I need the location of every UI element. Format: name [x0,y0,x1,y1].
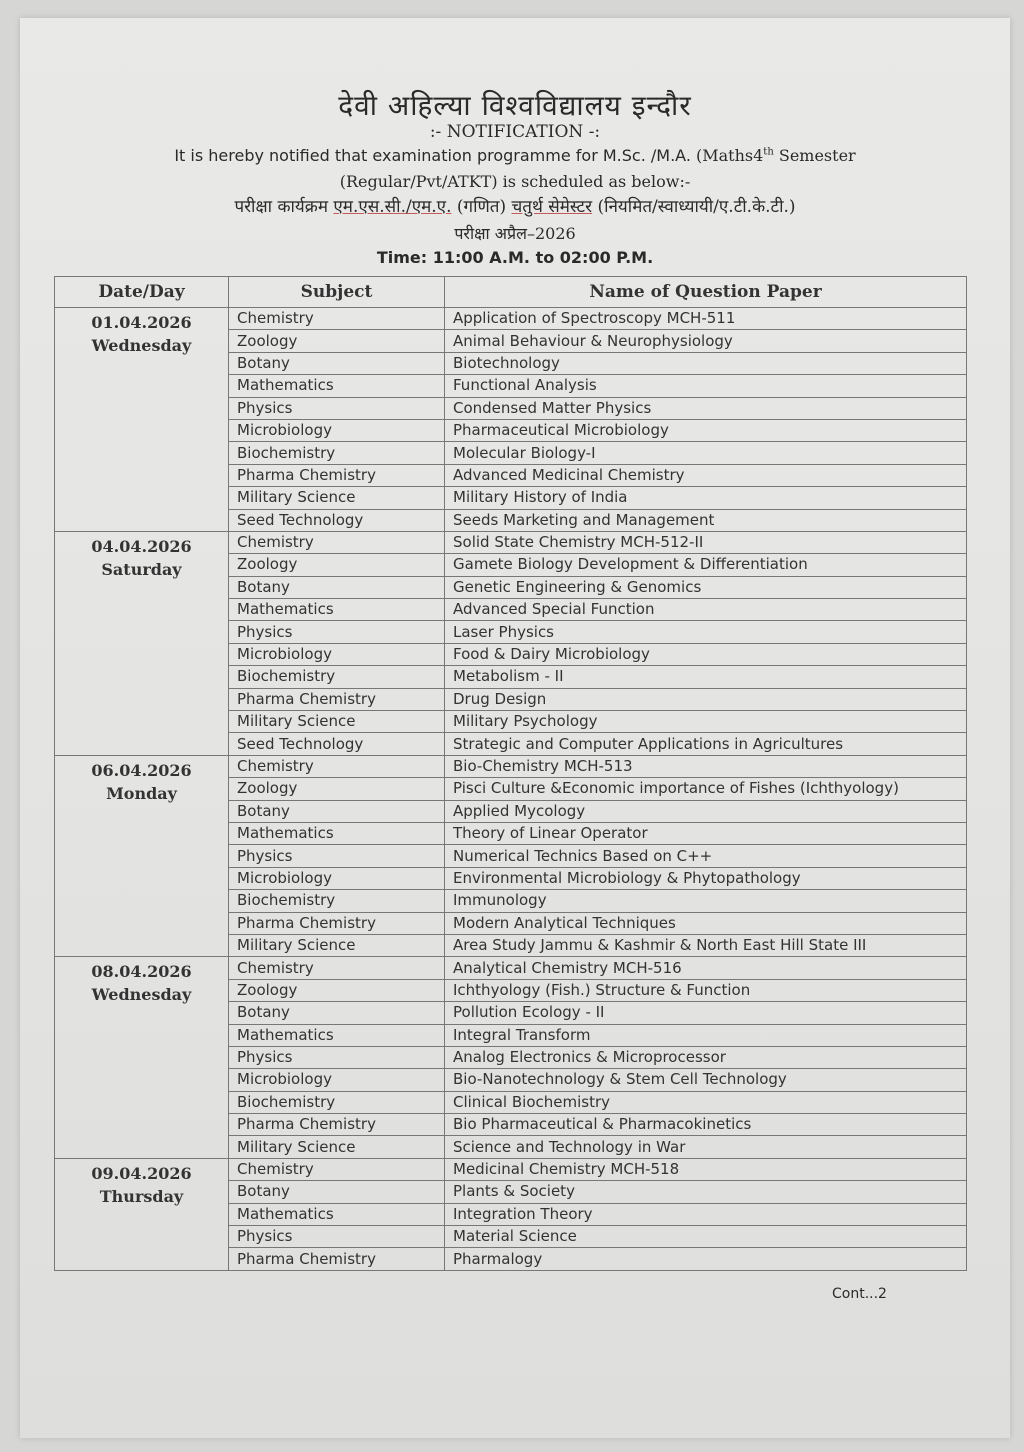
question-paper-cell: Theory of Linear Operator [445,822,967,844]
table-row [55,755,967,777]
question-paper-cell: Environmental Microbiology & Phytopathology [445,867,967,889]
table-row [55,531,967,553]
question-paper-cell: Science and Technology in War [445,1136,967,1158]
subject-cell: Pharma Chemistry [229,1114,445,1136]
question-paper-cell: Application of Spectroscopy MCH-511 [445,308,967,330]
question-paper-cell: Material Science [445,1226,967,1248]
hindi-line-2: परीक्षा अप्रैल–2026 [454,224,576,243]
question-paper-cell: Metabolism - II [445,666,967,688]
question-paper-cell: Seeds Marketing and Management [445,509,967,531]
question-paper-cell: Clinical Biochemistry [445,1091,967,1113]
subject-cell: Mathematics [229,599,445,621]
subject-cell: Physics [229,845,445,867]
table-row [55,1158,967,1180]
subject-cell: Military Science [229,711,445,733]
subject-cell: Mathematics [229,822,445,844]
question-paper-cell: Medicinal Chemistry MCH-518 [445,1158,967,1180]
hindi-line-1 [20,194,1010,217]
subject-cell: Pharma Chemistry [229,1248,445,1270]
notification-sheet [20,18,1010,1438]
exam-day: Thursday [99,1186,184,1206]
question-paper-cell: Bio Pharmaceutical & Pharmacokinetics [445,1114,967,1136]
question-paper-cell: Food & Dairy Microbiology [445,643,967,665]
notice-line-1 [20,146,1010,165]
exam-day: Monday [106,783,177,803]
subject-cell: Physics [229,1226,445,1248]
subject-cell: Military Science [229,487,445,509]
question-paper-cell: Area Study Jammu & Kashmir & North East Hill State III [445,934,967,956]
date-day-cell [55,531,229,755]
subject-cell: Physics [229,1046,445,1068]
subject-cell: Chemistry [229,755,445,777]
subject-cell: Pharma Chemistry [229,464,445,486]
question-paper-cell: Laser Physics [445,621,967,643]
subject-cell: Botany [229,800,445,822]
subject-cell: Microbiology [229,643,445,665]
table-row [55,308,967,330]
table-header-row [55,277,967,308]
subject-cell: Physics [229,621,445,643]
subject-cell: Chemistry [229,957,445,979]
date-day-cell [55,755,229,957]
question-paper-cell: Pisci Culture &Economic importance of Fishes (Ichthyology) [445,778,967,800]
question-paper-cell: Drug Design [445,688,967,710]
question-paper-cell: Pollution Ecology - II [445,1002,967,1024]
subject-cell: Pharma Chemistry [229,912,445,934]
hindi-part-a: परीक्षा कार्यक्रम [234,197,334,217]
question-paper-cell: Strategic and Computer Applications in Agricultures [445,733,967,755]
exam-time: Time: 11:00 A.M. to 02:00 P.M. [376,248,654,267]
question-paper-cell: Plants & Society [445,1181,967,1203]
subject-cell: Zoology [229,330,445,352]
question-paper-cell: Ichthyology (Fish.) Structure & Function [445,979,967,1001]
subject-cell: Biochemistry [229,442,445,464]
question-paper-cell: Analytical Chemistry MCH-516 [445,957,967,979]
notice-line-2: (Regular/Pvt/ATKT) is scheduled as below:- [339,172,691,191]
question-paper-cell: Solid State Chemistry MCH-512-II [445,531,967,553]
schedule-table [54,276,967,1271]
question-paper-cell: Integration Theory [445,1203,967,1225]
question-paper-cell: Applied Mycology [445,800,967,822]
notification-heading: :- NOTIFICATION -: [429,122,601,142]
subject-cell: Military Science [229,934,445,956]
subject-cell: Seed Technology [229,509,445,531]
date-day-cell [55,308,229,532]
subject-cell: Microbiology [229,867,445,889]
exam-day: Wednesday [91,985,192,1005]
notice-line-1-semester: Semester [773,146,856,165]
question-paper-cell: Gamete Biology Development & Differentiation [445,554,967,576]
notice-line-1-sup: th [763,146,774,158]
subject-cell: Chemistry [229,308,445,330]
university-title: देवी अहिल्या विश्वविद्यालय इन्दौर [338,89,692,122]
subject-cell: Mathematics [229,1024,445,1046]
header-question-paper: Name of Question Paper [445,277,967,308]
question-paper-cell: Integral Transform [445,1024,967,1046]
date-day-cell [55,957,229,1159]
subject-cell: Zoology [229,554,445,576]
subject-cell: Military Science [229,1136,445,1158]
exam-date: 01.04.2026 [91,313,192,332]
question-paper-cell: Bio-Nanotechnology & Stem Cell Technology [445,1069,967,1091]
date-day-cell [55,1158,229,1270]
question-paper-cell: Pharmalogy [445,1248,967,1270]
subject-cell: Zoology [229,778,445,800]
question-paper-cell: Bio-Chemistry MCH-513 [445,755,967,777]
question-paper-cell: Condensed Matter Physics [445,397,967,419]
subject-cell: Chemistry [229,531,445,553]
subject-cell: Microbiology [229,419,445,441]
question-paper-cell: Military History of India [445,487,967,509]
subject-cell: Botany [229,1002,445,1024]
question-paper-cell: Immunology [445,890,967,912]
exam-date: 08.04.2026 [91,962,192,982]
exam-date: 04.04.2026 [91,536,192,556]
continued-note: Cont...2 [832,1286,887,1302]
hindi-part-d: चतुर्थ सेमेस्टर [511,197,593,217]
header-subject: Subject [229,277,445,308]
question-paper-cell: Animal Behaviour & Neurophysiology [445,330,967,352]
question-paper-cell: Numerical Technics Based on C++ [445,845,967,867]
question-paper-cell: Pharmaceutical Microbiology [445,419,967,441]
question-paper-cell: Molecular Biology-I [445,442,967,464]
exam-day: Saturday [101,559,182,579]
question-paper-cell: Advanced Medicinal Chemistry [445,464,967,486]
header-date-day: Date/Day [55,277,229,308]
hindi-part-e: (नियमित/स्वाध्यायी/ए.टी.के.टी.) [592,197,796,217]
subject-cell: Botany [229,576,445,598]
subject-cell: Botany [229,352,445,374]
subject-cell: Physics [229,397,445,419]
hindi-part-b: एम.एस.सी./एम.ए. [333,197,452,217]
subject-cell: Chemistry [229,1158,445,1180]
question-paper-cell: Genetic Engineering & Genomics [445,576,967,598]
exam-date: 06.04.2026 [91,760,192,780]
question-paper-cell: Biotechnology [445,352,967,374]
subject-cell: Biochemistry [229,890,445,912]
question-paper-cell: Military Psychology [445,711,967,733]
subject-cell: Mathematics [229,375,445,397]
subject-cell: Pharma Chemistry [229,688,445,710]
subject-cell: Seed Technology [229,733,445,755]
subject-cell: Mathematics [229,1203,445,1225]
exam-date: 09.04.2026 [91,1163,192,1183]
question-paper-cell: Advanced Special Function [445,599,967,621]
question-paper-cell: Modern Analytical Techniques [445,912,967,934]
hindi-part-c: (गणित) [451,197,512,217]
question-paper-cell: Analog Electronics & Microprocessor [445,1046,967,1068]
subject-cell: Botany [229,1181,445,1203]
table-row [55,957,967,979]
subject-cell: Biochemistry [229,1091,445,1113]
subject-cell: Biochemistry [229,666,445,688]
subject-cell: Microbiology [229,1069,445,1091]
notice-line-1-maths: (Maths4 [696,146,764,165]
notice-line-1-text: It is hereby notified that examination programme for M.Sc. /M.A. [174,146,691,165]
question-paper-cell: Functional Analysis [445,375,967,397]
subject-cell: Zoology [229,979,445,1001]
exam-day: Wednesday [91,336,192,355]
